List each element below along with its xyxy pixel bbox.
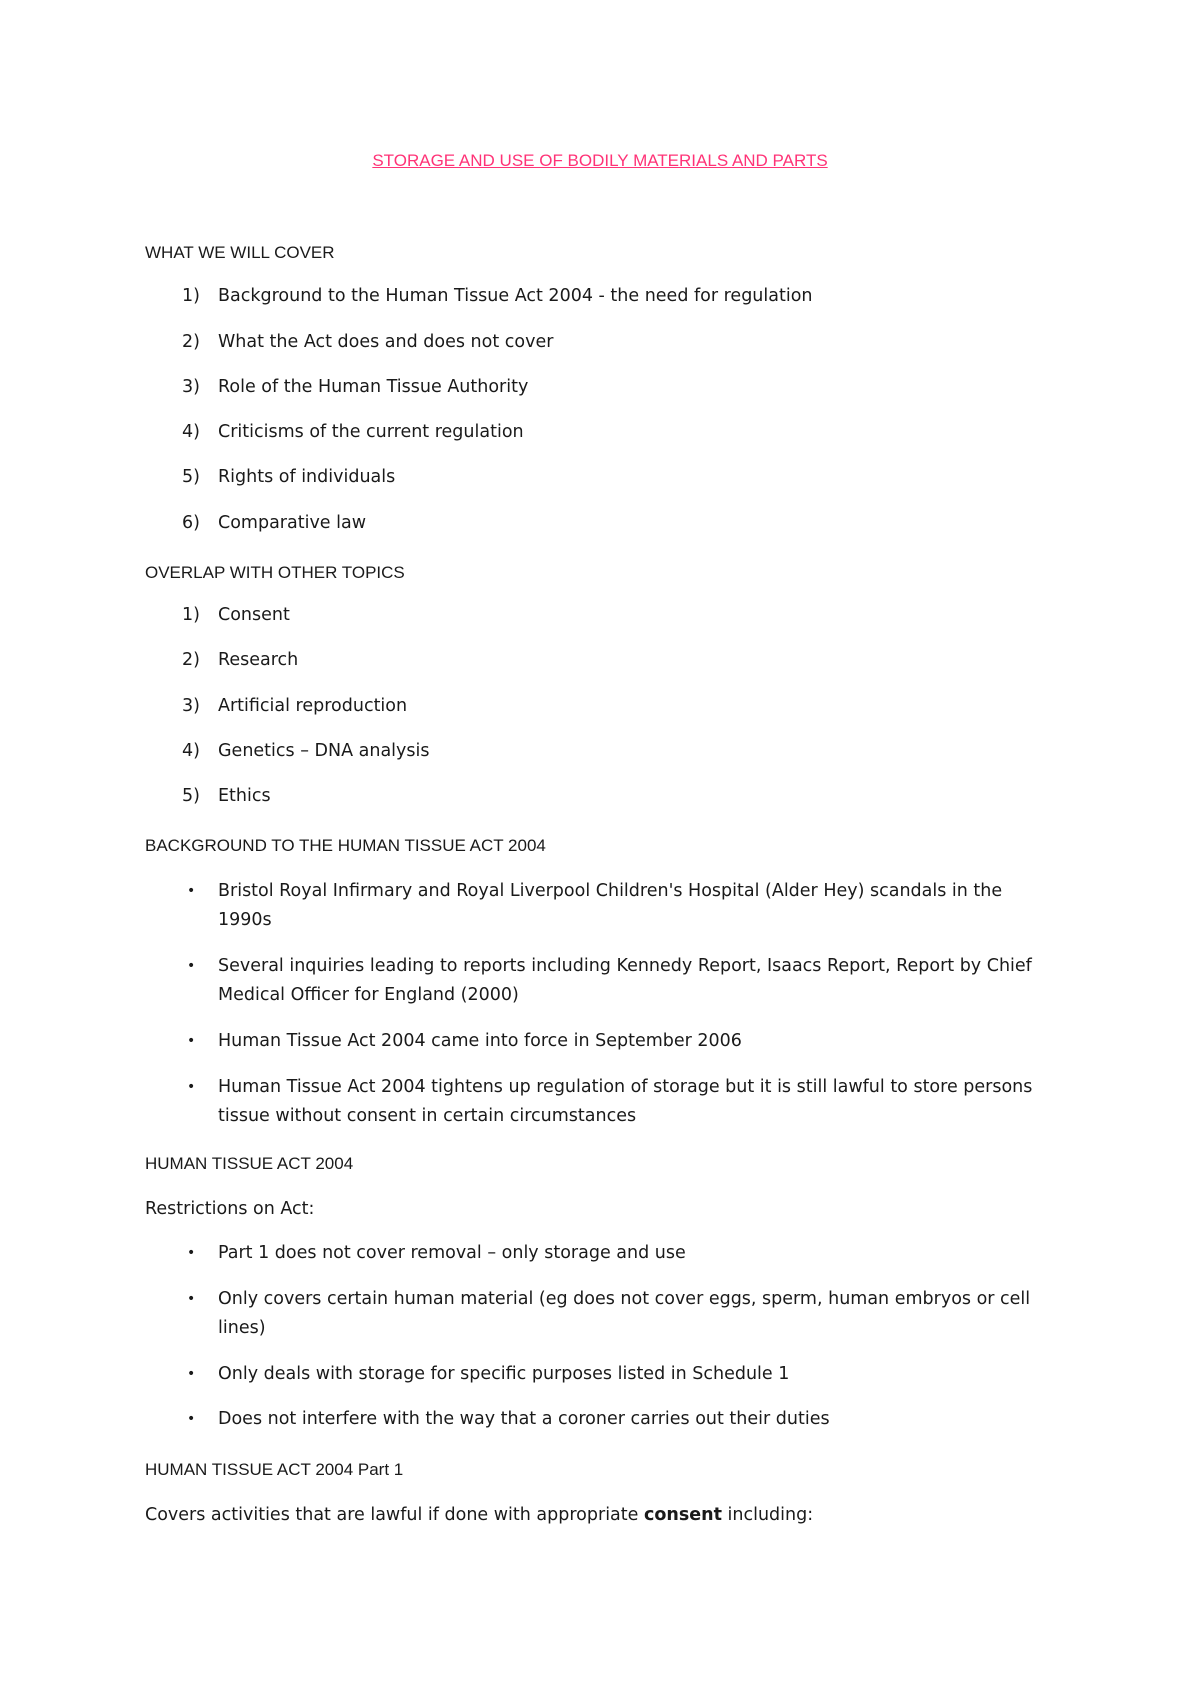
- list-item-text: Background to the Human Tissue Act 2004 - the need for regulation: [218, 286, 813, 306]
- part1-paragraph: [145, 1504, 813, 1526]
- section-heading-background: BACKGROUND TO THE HUMAN TISSUE ACT 2004: [145, 836, 546, 855]
- list-marker: 6): [182, 513, 200, 533]
- list-marker: 3): [182, 696, 200, 716]
- part1-text-before: Covers activities that are lawful if done with appropriate: [145, 1505, 644, 1525]
- list-marker: 4): [182, 422, 200, 442]
- list-item-text: Comparative law: [218, 513, 367, 533]
- bullet-icon: •: [187, 1033, 196, 1049]
- bullet-icon: •: [187, 1411, 196, 1427]
- list-item-text: Ethics: [218, 786, 271, 806]
- bullet-icon: •: [187, 958, 196, 974]
- list-item-text: Research: [218, 650, 299, 670]
- bullet-icon: •: [187, 1079, 196, 1095]
- bullet-text-line1: Part 1 does not cover removal – only storage and use: [218, 1243, 686, 1263]
- list-marker: 5): [182, 467, 200, 487]
- bullet-text-line1: Human Tissue Act 2004 tightens up regulation of storage but it is still lawful to store persons: [218, 1077, 1033, 1097]
- subheading-restrictions: Restrictions on Act:: [145, 1199, 315, 1219]
- bullet-text-line2: 1990s: [218, 910, 272, 930]
- bullet-text-line1: Does not interfere with the way that a coroner carries out their duties: [218, 1409, 830, 1429]
- section-heading-overlap: OVERLAP WITH OTHER TOPICS: [145, 563, 405, 582]
- part1-text-bold: consent: [643, 1505, 722, 1525]
- section-heading-act: HUMAN TISSUE ACT 2004: [145, 1154, 354, 1173]
- list-item-text: Rights of individuals: [218, 467, 396, 487]
- bullet-text-line1: Several inquiries leading to reports including Kennedy Report, Isaacs Report, Report by Chief: [218, 956, 1032, 976]
- list-item-text: Consent: [218, 605, 290, 625]
- bullet-icon: •: [187, 883, 196, 899]
- list-item-text: Criticisms of the current regulation: [218, 422, 524, 442]
- list-marker: 4): [182, 741, 200, 761]
- list-marker: 3): [182, 377, 200, 397]
- list-item-text: Role of the Human Tissue Authority: [218, 377, 529, 397]
- bullet-text-line1: Bristol Royal Infirmary and Royal Liverpool Children's Hospital (Alder Hey) scandals in the: [218, 881, 1003, 901]
- bullet-icon: •: [187, 1245, 196, 1261]
- bullet-text-line1: Human Tissue Act 2004 came into force in September 2006: [218, 1031, 742, 1051]
- list-marker: 1): [182, 286, 200, 306]
- document-title: STORAGE AND USE OF BODILY MATERIALS AND PARTS: [372, 151, 828, 170]
- section-heading-cover: WHAT WE WILL COVER: [145, 243, 335, 262]
- list-item-text: Artificial reproduction: [218, 696, 408, 716]
- bullet-icon: •: [187, 1291, 196, 1307]
- list-marker: 2): [182, 332, 200, 352]
- bullet-text-line1: Only deals with storage for specific purposes listed in Schedule 1: [218, 1364, 790, 1384]
- list-item-text: Genetics – DNA analysis: [218, 741, 430, 761]
- list-item-text: What the Act does and does not cover: [218, 332, 554, 352]
- bullet-icon: •: [187, 1366, 196, 1382]
- list-marker: 2): [182, 650, 200, 670]
- bullet-text-line2: Medical Officer for England (2000): [218, 985, 519, 1005]
- bullet-text-line1: Only covers certain human material (eg does not cover eggs, sperm, human embryos or cell: [218, 1289, 1031, 1309]
- part1-text-after: including:: [721, 1505, 814, 1525]
- list-marker: 1): [182, 605, 200, 625]
- bullet-text-line2: lines): [218, 1318, 266, 1338]
- bullet-text-line2: tissue without consent in certain circumstances: [218, 1106, 637, 1126]
- section-heading-part1: HUMAN TISSUE ACT 2004 Part 1: [145, 1460, 404, 1479]
- list-marker: 5): [182, 786, 200, 806]
